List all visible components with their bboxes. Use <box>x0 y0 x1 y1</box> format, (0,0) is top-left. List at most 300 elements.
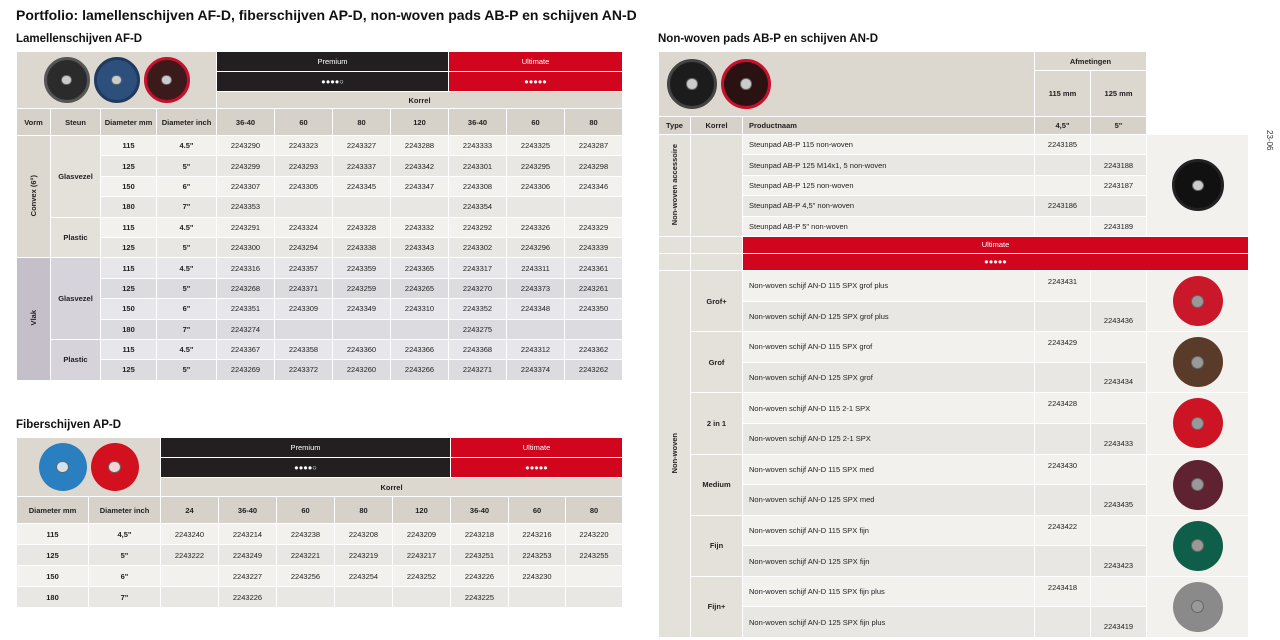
non-woven-disc-image <box>1173 337 1223 387</box>
size-cell: 125 <box>101 156 157 176</box>
disc-hub <box>111 75 121 85</box>
article-number: 2243296 <box>507 237 565 257</box>
type-cell <box>659 253 691 270</box>
ap-heading: Fiberschijven AP-D <box>16 419 122 431</box>
article-number <box>1091 332 1147 363</box>
article-number: 2243269 <box>217 360 275 380</box>
disc-hub <box>1191 417 1204 430</box>
premium-rating: ●●●●○ <box>217 72 449 92</box>
article-number: 2243342 <box>391 156 449 176</box>
article-number <box>1035 155 1091 175</box>
size-115: 115 mm <box>1035 71 1091 117</box>
article-number: 2243187 <box>1091 175 1147 195</box>
size-cell: 6" <box>157 299 217 319</box>
an-product-images <box>659 52 1035 117</box>
product-name: Non-woven schijf AN-D 115 SPX grof plus <box>743 270 1035 301</box>
ap-header-row <box>17 438 623 458</box>
column-header: 60 <box>509 497 566 524</box>
article-number: 2243418 <box>1035 576 1091 607</box>
article-number: 2243306 <box>507 176 565 196</box>
steun-cell: Plastic <box>51 217 101 258</box>
article-number <box>335 587 393 608</box>
article-number: 2243430 <box>1035 454 1091 485</box>
article-number: 2243428 <box>1035 393 1091 424</box>
product-name: Non-woven schijf AN-D 115 SPX grof <box>743 332 1035 363</box>
article-number <box>391 197 449 217</box>
article-number: 2243310 <box>391 299 449 319</box>
article-number: 2243186 <box>1035 196 1091 216</box>
table-row <box>659 454 1249 485</box>
article-number: 2243311 <box>507 258 565 278</box>
article-number: 2243327 <box>333 136 391 156</box>
product-name: Non-woven schijf AN-D 115 2-1 SPX <box>743 393 1035 424</box>
article-number <box>391 319 449 339</box>
article-number: 2243349 <box>333 299 391 319</box>
article-number: 2243290 <box>217 136 275 156</box>
article-number: 2243295 <box>507 156 565 176</box>
size-cell: 150 <box>101 176 157 196</box>
article-number <box>566 587 623 608</box>
article-number <box>1035 485 1091 516</box>
product-name: Non-woven schijf AN-D 125 SPX fijn <box>743 546 1035 577</box>
size-cell: 5" <box>157 278 217 298</box>
article-number: 2243362 <box>565 339 623 359</box>
article-number: 2243227 <box>219 566 277 587</box>
size-cell: 125 <box>101 360 157 380</box>
ultimate-label: Ultimate <box>449 52 623 72</box>
product-name: Steunpad AB-P 4,5" non-woven <box>743 196 1035 216</box>
article-number: 2243240 <box>161 524 219 545</box>
article-number: 2243325 <box>507 136 565 156</box>
product-name: Non-woven schijf AN-D 125 SPX fijn plus <box>743 607 1035 638</box>
article-number: 2243209 <box>393 524 451 545</box>
article-number <box>1035 423 1091 454</box>
product-image-cell <box>1147 576 1249 637</box>
table-row <box>659 332 1249 363</box>
product-name: Non-woven schijf AN-D 115 SPX med <box>743 454 1035 485</box>
article-number: 2243312 <box>507 339 565 359</box>
disc-hub <box>1191 295 1204 308</box>
article-number: 2243423 <box>1091 546 1147 577</box>
article-number: 2243266 <box>391 360 449 380</box>
article-number: 2243260 <box>333 360 391 380</box>
article-number: 2243343 <box>391 237 449 257</box>
flap-disc-image <box>44 57 90 103</box>
article-number: 2243353 <box>217 197 275 217</box>
size-cell: 4.5" <box>157 339 217 359</box>
size-cell: 5" <box>157 237 217 257</box>
ap-column-header-row <box>17 497 623 524</box>
column-header: Diameter inch <box>89 497 161 524</box>
article-number: 2243275 <box>449 319 507 339</box>
steun-cell: Glasvezel <box>51 136 101 218</box>
size-cell: 115 <box>17 524 89 545</box>
fiber-disc-image <box>91 443 139 491</box>
article-number: 2243434 <box>1091 362 1147 393</box>
size-cell: 180 <box>101 319 157 339</box>
article-number: 2243271 <box>449 360 507 380</box>
an-column-header-row <box>659 117 1249 135</box>
size-cell: 125 <box>101 278 157 298</box>
article-number: 2243345 <box>333 176 391 196</box>
korrel-cell <box>691 253 743 270</box>
ultimate-label: Ultimate <box>743 236 1249 253</box>
table-row <box>659 270 1249 301</box>
disc-hub <box>1192 180 1204 192</box>
type-cell <box>659 270 691 637</box>
product-image-cell <box>1147 515 1249 576</box>
article-number: 2243329 <box>565 217 623 237</box>
korrel-cell: Fijn+ <box>691 576 743 637</box>
size-cell: 115 <box>101 136 157 156</box>
ap-table <box>16 437 623 608</box>
article-number: 2243185 <box>1035 135 1091 155</box>
non-woven-disc-image <box>721 59 771 109</box>
article-number: 2243294 <box>275 237 333 257</box>
page-number: 23-06 <box>1265 130 1274 151</box>
af-table <box>16 51 623 381</box>
size-cell: 7" <box>89 587 161 608</box>
article-number: 2243292 <box>449 217 507 237</box>
product-name: Non-woven schijf AN-D 125 SPX med <box>743 485 1035 516</box>
table-row <box>17 587 623 608</box>
table-row <box>17 258 623 278</box>
article-number <box>509 587 566 608</box>
table-row <box>17 278 623 298</box>
korrel-cell: Grof+ <box>691 270 743 331</box>
article-number: 2243288 <box>391 136 449 156</box>
article-number: 2243302 <box>449 237 507 257</box>
size-cell: 115 <box>101 258 157 278</box>
size-cell: 4.5" <box>157 258 217 278</box>
size-cell: 5" <box>89 545 161 566</box>
column-header: 60 <box>275 109 333 136</box>
table-row <box>17 217 623 237</box>
article-number <box>275 319 333 339</box>
article-number: 2243249 <box>219 545 277 566</box>
type-cell <box>659 135 691 237</box>
article-number: 2243371 <box>275 278 333 298</box>
ap-product-images <box>17 438 161 497</box>
article-number <box>1035 175 1091 195</box>
article-number: 2243230 <box>509 566 566 587</box>
vorm-cell <box>17 136 51 258</box>
disc-hub <box>61 75 71 85</box>
af-header-row <box>17 52 623 72</box>
size-cell: 180 <box>101 197 157 217</box>
article-number: 2243367 <box>217 339 275 359</box>
article-number: 2243291 <box>217 217 275 237</box>
column-header: 80 <box>565 109 623 136</box>
article-number: 2243372 <box>275 360 333 380</box>
table-row <box>17 545 623 566</box>
article-number <box>1035 607 1091 638</box>
type-label: Non-woven <box>670 432 679 474</box>
backing-pad-image <box>667 59 717 109</box>
disc-hub <box>686 78 697 89</box>
article-number: 2243221 <box>277 545 335 566</box>
article-number: 2243436 <box>1091 301 1147 332</box>
article-number: 2243256 <box>277 566 335 587</box>
article-number: 2243189 <box>1091 216 1147 236</box>
table-row <box>17 319 623 339</box>
article-number <box>1091 135 1147 155</box>
size-cell: 125 <box>101 237 157 257</box>
af-heading: Lamellenschijven AF-D <box>16 33 143 45</box>
article-number <box>1091 196 1147 216</box>
article-number <box>1091 393 1147 424</box>
product-image-cell <box>1147 332 1249 393</box>
column-header: Diameter mm <box>17 497 89 524</box>
article-number <box>1091 515 1147 546</box>
non-woven-disc-image <box>1173 398 1223 448</box>
fiber-disc-image <box>39 443 87 491</box>
article-number: 2243217 <box>393 545 451 566</box>
article-number <box>161 566 219 587</box>
steun-cell: Glasvezel <box>51 258 101 340</box>
product-name: Non-woven schijf AN-D 125 2-1 SPX <box>743 423 1035 454</box>
size-cell: 115 <box>101 217 157 237</box>
disc-hub <box>740 78 751 89</box>
article-number <box>507 197 565 217</box>
article-number <box>1035 546 1091 577</box>
an-table <box>658 51 1249 638</box>
article-number: 2243253 <box>509 545 566 566</box>
size-cell: 150 <box>17 566 89 587</box>
article-number: 2243360 <box>333 339 391 359</box>
disc-hub <box>56 461 68 473</box>
article-number: 2243316 <box>217 258 275 278</box>
article-number: 2243328 <box>333 217 391 237</box>
article-number: 2243226 <box>219 587 277 608</box>
article-number: 2243274 <box>217 319 275 339</box>
column-header: 60 <box>507 109 565 136</box>
article-number: 2243300 <box>217 237 275 257</box>
article-number: 2243270 <box>449 278 507 298</box>
column-header: 60 <box>277 497 335 524</box>
article-number <box>1091 270 1147 301</box>
column-header: 80 <box>333 109 391 136</box>
column-header: 80 <box>566 497 623 524</box>
ultimate-label: Ultimate <box>451 438 623 458</box>
article-number: 2243348 <box>507 299 565 319</box>
table-row <box>17 524 623 545</box>
column-header: Type <box>659 117 691 135</box>
size-cell: 4.5" <box>157 217 217 237</box>
disc-hub <box>1191 356 1204 369</box>
article-number: 2243259 <box>333 278 391 298</box>
article-number: 2243350 <box>565 299 623 319</box>
size-cell: 125 <box>17 545 89 566</box>
article-number <box>566 566 623 587</box>
flap-disc-image <box>94 57 140 103</box>
article-number: 2243305 <box>275 176 333 196</box>
article-number: 2243338 <box>333 237 391 257</box>
article-number: 2243252 <box>393 566 451 587</box>
article-number: 2243361 <box>565 258 623 278</box>
type-cell <box>659 236 691 253</box>
table-row <box>17 156 623 176</box>
article-number: 2243293 <box>275 156 333 176</box>
disc-hub <box>1191 478 1204 491</box>
product-name: Non-woven schijf AN-D 115 SPX fijn plus <box>743 576 1035 607</box>
article-number <box>277 587 335 608</box>
blank-cell <box>1147 52 1249 117</box>
an-ultimate-row <box>659 236 1249 253</box>
article-number: 2243307 <box>217 176 275 196</box>
column-header: 120 <box>391 109 449 136</box>
article-number: 2243351 <box>217 299 275 319</box>
article-number: 2243218 <box>451 524 509 545</box>
table-row <box>17 197 623 217</box>
ultimate-rating: ●●●●● <box>449 72 623 92</box>
product-name: Non-woven schijf AN-D 125 SPX grof <box>743 362 1035 393</box>
article-number: 2243317 <box>449 258 507 278</box>
column-header: Steun <box>51 109 101 136</box>
article-number <box>393 587 451 608</box>
article-number: 2243366 <box>391 339 449 359</box>
disc-hub <box>161 75 171 85</box>
article-number: 2243419 <box>1091 607 1147 638</box>
article-number: 2243222 <box>161 545 219 566</box>
article-number: 2243431 <box>1035 270 1091 301</box>
column-header: Diameter mm <box>101 109 157 136</box>
table-row <box>17 566 623 587</box>
product-image-cell <box>1147 393 1249 454</box>
article-number: 2243265 <box>391 278 449 298</box>
product-image-cell <box>1147 270 1249 331</box>
ultimate-rating: ●●●●● <box>451 458 623 478</box>
article-number <box>333 197 391 217</box>
article-number: 2243208 <box>335 524 393 545</box>
column-header: 80 <box>335 497 393 524</box>
korrel-label: Korrel <box>217 92 623 109</box>
article-number: 2243219 <box>335 545 393 566</box>
column-header: Korrel <box>691 117 743 135</box>
size-cell: 115 <box>101 339 157 359</box>
article-number: 2243429 <box>1035 332 1091 363</box>
article-number: 2243357 <box>275 258 333 278</box>
article-number <box>1091 454 1147 485</box>
article-number: 2243261 <box>565 278 623 298</box>
article-number <box>1035 301 1091 332</box>
non-woven-disc-image <box>1173 276 1223 326</box>
type-label: Non-woven accessoire <box>670 143 679 226</box>
column-header: 36-40 <box>219 497 277 524</box>
size-125: 125 mm <box>1091 71 1147 117</box>
article-number: 2243254 <box>335 566 393 587</box>
article-number: 2243298 <box>565 156 623 176</box>
article-number <box>507 319 565 339</box>
disc-hub <box>1191 600 1204 613</box>
product-name: Non-woven schijf AN-D 115 SPX fijn <box>743 515 1035 546</box>
article-number: 2243323 <box>275 136 333 156</box>
an-ultimate-rating-row <box>659 253 1249 270</box>
non-woven-disc-image <box>1173 460 1223 510</box>
af-column-header-row <box>17 109 623 136</box>
non-woven-disc-image <box>1173 582 1223 632</box>
size-cell: 150 <box>101 299 157 319</box>
column-header: Vorm <box>17 109 51 136</box>
korrel-cell: Fijn <box>691 515 743 576</box>
product-name: Steunpad AB-P 125 M14x1, 5 non-woven <box>743 155 1035 175</box>
korrel-cell <box>691 236 743 253</box>
size-cell: 4.5" <box>157 136 217 156</box>
an-header-row <box>659 52 1249 71</box>
table-row <box>659 515 1249 546</box>
size-cell: 5" <box>157 156 217 176</box>
article-number: 2243308 <box>449 176 507 196</box>
article-number: 2243238 <box>277 524 335 545</box>
column-header: 36-40 <box>217 109 275 136</box>
article-number: 2243337 <box>333 156 391 176</box>
article-number: 2243352 <box>449 299 507 319</box>
product-name: Steunpad AB-P 5" non-woven <box>743 216 1035 236</box>
backing-pad-image <box>1172 159 1224 211</box>
article-number: 2243358 <box>275 339 333 359</box>
table-row <box>17 136 623 156</box>
column-header: 5" <box>1091 117 1147 135</box>
table-row <box>17 339 623 359</box>
size-cell: 6" <box>89 566 161 587</box>
table-row <box>17 237 623 257</box>
article-number <box>161 587 219 608</box>
article-number: 2243373 <box>507 278 565 298</box>
article-number: 2243301 <box>449 156 507 176</box>
size-cell: 5" <box>157 360 217 380</box>
premium-label: Premium <box>161 438 451 458</box>
article-number: 2243226 <box>451 566 509 587</box>
article-number: 2243435 <box>1091 485 1147 516</box>
article-number: 2243346 <box>565 176 623 196</box>
article-number: 2243268 <box>217 278 275 298</box>
column-header: 4,5" <box>1035 117 1091 135</box>
article-number <box>333 319 391 339</box>
product-image-cell <box>1147 135 1249 237</box>
column-header: Diameter inch <box>157 109 217 136</box>
korrel-cell: Grof <box>691 332 743 393</box>
article-number: 2243262 <box>565 360 623 380</box>
blank-cell <box>1147 117 1249 135</box>
premium-rating: ●●●●○ <box>161 458 451 478</box>
disc-hub <box>108 461 120 473</box>
article-number: 2243347 <box>391 176 449 196</box>
column-header: Productnaam <box>743 117 1035 135</box>
article-number: 2243225 <box>451 587 509 608</box>
size-cell: 7" <box>157 197 217 217</box>
table-row <box>659 135 1249 155</box>
vorm-label: Convex (6°) <box>29 175 38 217</box>
table-row <box>17 299 623 319</box>
non-woven-disc-image <box>1173 521 1223 571</box>
product-image-cell <box>1147 454 1249 515</box>
ap-table-wrapper <box>16 437 622 608</box>
article-number: 2243309 <box>275 299 333 319</box>
an-heading: Non-woven pads AB-P en schijven AN-D <box>658 33 879 45</box>
size-cell: 6" <box>157 176 217 196</box>
product-name: Non-woven schijf AN-D 125 SPX grof plus <box>743 301 1035 332</box>
article-number: 2243216 <box>509 524 566 545</box>
product-name: Steunpad AB-P 125 non-woven <box>743 175 1035 195</box>
article-number: 2243255 <box>566 545 623 566</box>
column-header: 36-40 <box>451 497 509 524</box>
vorm-cell <box>17 258 51 380</box>
korrel-label: Korrel <box>161 478 623 497</box>
af-product-images <box>17 52 217 109</box>
column-header: 24 <box>161 497 219 524</box>
table-row <box>17 360 623 380</box>
table-row <box>659 393 1249 424</box>
